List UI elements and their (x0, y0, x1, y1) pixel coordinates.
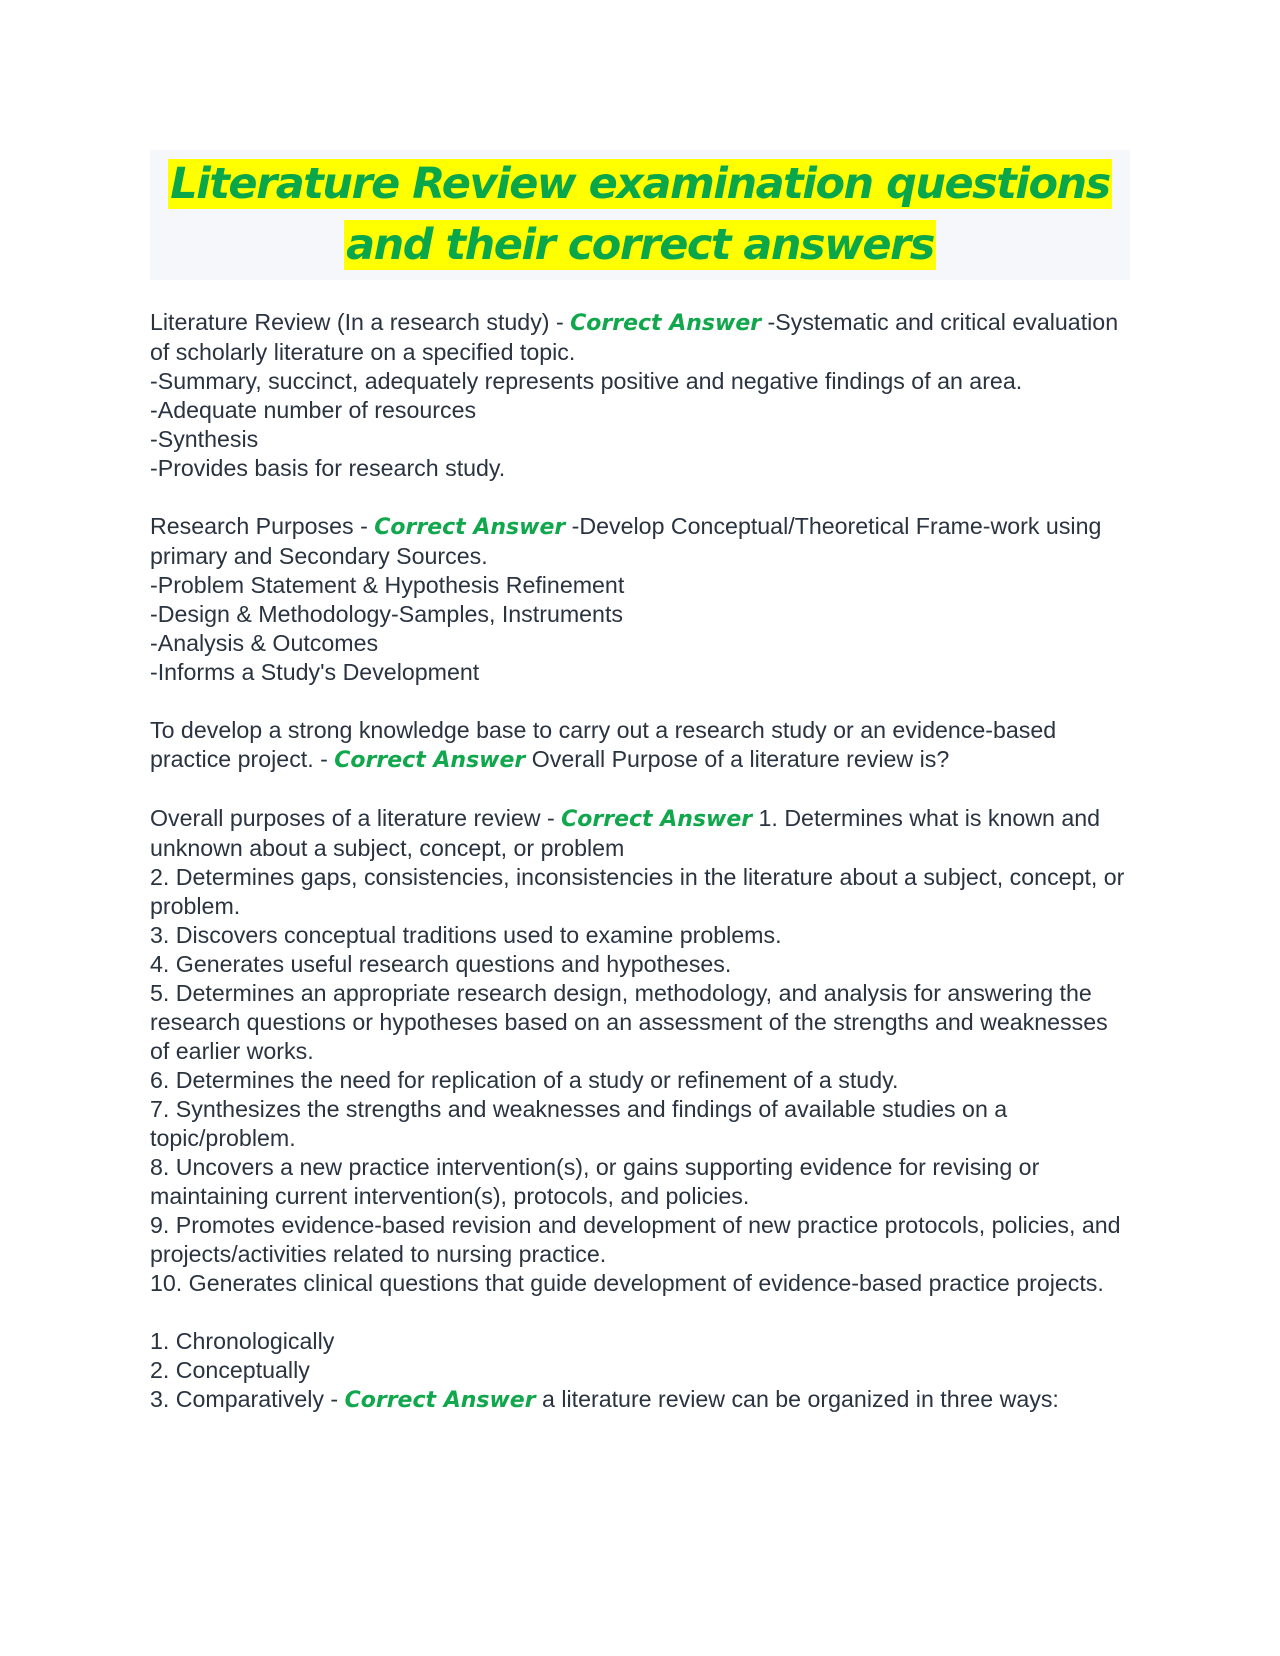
qa-question-text: 3. Comparatively - (150, 1386, 345, 1412)
qa-question-text: Research Purposes - (150, 513, 375, 539)
qa-answer-text: a literature review can be organized in three ways: (535, 1386, 1059, 1412)
qa-pre-line: 1. Chronologically (150, 1328, 335, 1354)
qa-answer-line: -Synthesis (150, 426, 259, 452)
qa-item (150, 1327, 1130, 1415)
qa-answer-text: -Systematic and critical evaluation of scholarly literature on a specified topic. (150, 309, 1119, 365)
correct-answer-label: Correct Answer (334, 748, 526, 773)
document-title: Literature Review examination questions and their correct answers (170, 159, 1110, 270)
qa-answer-line: 4. Generates useful research questions and hypotheses. (150, 951, 732, 977)
title-banner (150, 150, 1130, 280)
document-page (150, 150, 1130, 1415)
qa-answer-line: -Provides basis for research study. (150, 455, 506, 481)
qa-answer-line: 5. Determines an appropriate research design, methodology, and analysis for answering the research questions or hypotheses based on an assessment of the strengths and weaknesses of earlier works. (150, 980, 1108, 1064)
qa-answer-line: -Informs a Study's Development (150, 659, 480, 685)
qa-answer-line: 2. Determines gaps, consistencies, inconsistencies in the literature about a subject, concept, or problem. (150, 864, 1125, 919)
qa-answer-line: 6. Determines the need for replication of a study or refinement of a study. (150, 1067, 899, 1093)
qa-answer-line: -Analysis & Outcomes (150, 630, 379, 656)
qa-item (150, 716, 1130, 775)
qa-answer-line: 3. Discovers conceptual traditions used to examine problems. (150, 922, 782, 948)
correct-answer-label: Correct Answer (570, 311, 762, 336)
correct-answer-label: Correct Answer (374, 515, 566, 540)
qa-answer-line: -Adequate number of resources (150, 397, 477, 423)
qa-question (150, 512, 1130, 571)
qa-item (150, 804, 1130, 1298)
qa-list (150, 308, 1130, 1415)
qa-question-text: Overall purposes of a literature review - (150, 805, 562, 831)
correct-answer-label: Correct Answer (561, 807, 753, 832)
qa-answer-line: 9. Promotes evidence-based revision and development of new practice protocols, policies, and projects/activities related to nursing practice. (150, 1212, 1121, 1267)
qa-answer-line: 10. Generates clinical questions that guide development of evidence-based practice projects. (150, 1270, 1104, 1296)
qa-answer-line: 7. Synthesizes the strengths and weaknesses and findings of available studies on a topic/problem. (150, 1096, 1008, 1151)
qa-answer-line: -Problem Statement & Hypothesis Refinement (150, 572, 625, 598)
qa-question (150, 308, 1130, 367)
qa-answer-text: -Develop Conceptual/Theoretical Frame-work using primary and Secondary Sources. (150, 513, 1102, 569)
qa-question-text: Literature Review (In a research study) - (150, 309, 571, 335)
qa-question (150, 804, 1130, 863)
qa-pre-line: 2. Conceptually (150, 1357, 310, 1383)
qa-answer-line: 8. Uncovers a new practice intervention(s), or gains supporting evidence for revising or maintaining current intervention(s), protocols, and policies. (150, 1154, 1040, 1209)
qa-answer-text: Overall Purpose of a literature review is? (525, 746, 950, 772)
qa-item (150, 308, 1130, 483)
qa-answer-line: -Design & Methodology-Samples, Instruments (150, 601, 623, 627)
qa-item (150, 512, 1130, 687)
qa-question (150, 1385, 1130, 1415)
qa-question (150, 716, 1130, 775)
correct-answer-label: Correct Answer (344, 1388, 536, 1413)
qa-answer-line: -Summary, succinct, adequately represents positive and negative findings of an area. (150, 368, 1023, 394)
qa-answer-text: 1. Determines what is known and unknown about a subject, concept, or problem (150, 805, 1101, 861)
qa-question-text: To develop a strong knowledge base to carry out a research study or an evidence-based practice project. - (150, 717, 1057, 772)
